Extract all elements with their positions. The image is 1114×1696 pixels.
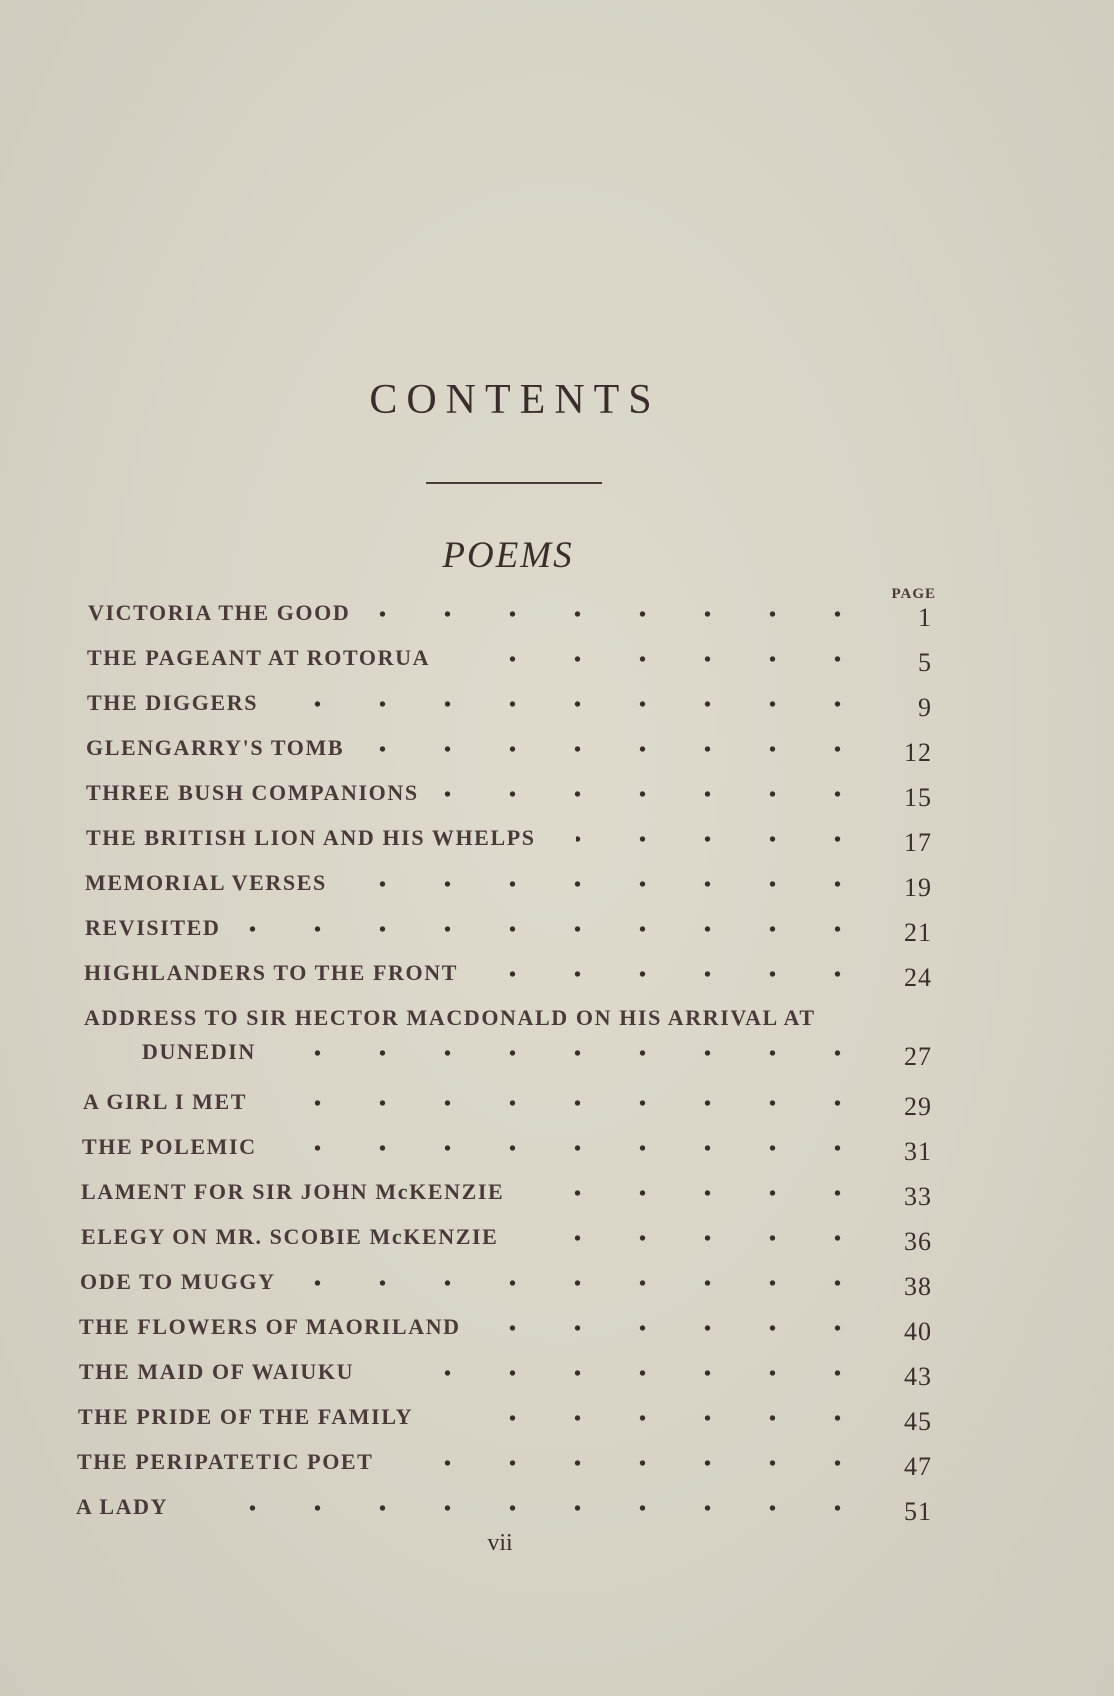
dot-leader — [370, 604, 870, 624]
toc-entry — [0, 600, 1114, 644]
toc-entry — [0, 1494, 1114, 1538]
toc-entry-title: THE POLEMIC — [82, 1134, 257, 1159]
toc-entry — [0, 870, 1114, 914]
dot-leader — [494, 964, 870, 984]
toc-entry-title: ODE TO MUGGY — [80, 1269, 276, 1294]
toc-entry-title: THE PAGEANT AT ROTORUA — [87, 645, 431, 670]
toc-entry — [0, 1404, 1114, 1448]
toc-entry-title: REVISITED — [85, 915, 221, 940]
page-number: vii — [487, 1530, 513, 1556]
dot-leader — [292, 1043, 870, 1063]
toc-entry-title: ELEGY ON MR. SCOBIE McKENZIE — [81, 1224, 499, 1249]
toc-entry-page: 47 — [904, 1452, 932, 1481]
toc-entry-page: 31 — [904, 1137, 932, 1166]
toc-entry-title: ADDRESS TO SIR HECTOR MACDONALD ON HIS ARRIVAL AT — [84, 1005, 816, 1030]
dot-leader — [426, 1363, 870, 1383]
toc-entry-title: THE MAID OF WAIUKU — [79, 1359, 355, 1384]
toc-entry — [0, 1089, 1114, 1133]
toc-entry-page: 17 — [904, 828, 932, 857]
toc-entry-title: MEMORIAL VERSES — [85, 870, 327, 895]
dot-leader — [494, 649, 870, 669]
toc-entry-page: 5 — [918, 648, 932, 677]
toc-entry-title: THE PERIPATETIC POET — [77, 1449, 374, 1474]
toc-entry-title: THE PRIDE OF THE FAMILY — [78, 1404, 414, 1429]
toc-entry-page: 33 — [904, 1182, 932, 1211]
toc-entry-page: 40 — [904, 1317, 932, 1346]
toc-entry — [0, 1269, 1114, 1313]
toc-entry — [0, 1179, 1114, 1223]
section-title: POEMS — [442, 535, 574, 576]
toc-entry — [0, 915, 1114, 959]
toc-entry — [0, 735, 1114, 779]
dot-leader — [494, 1318, 870, 1338]
dot-leader — [370, 739, 870, 759]
toc-entry-title: VICTORIA THE GOOD — [88, 600, 351, 625]
page-column-label: PAGE — [891, 586, 936, 602]
toc-entry-page: 12 — [904, 738, 932, 767]
toc-entry — [0, 780, 1114, 824]
dot-leader — [284, 694, 870, 714]
toc-entry-title: THE FLOWERS OF MAORILAND — [79, 1314, 461, 1339]
toc-entry — [0, 1359, 1114, 1403]
toc-entry-title: A LADY — [76, 1494, 169, 1519]
dot-leader — [560, 1228, 870, 1248]
dot-leader — [494, 1408, 870, 1428]
toc-entry-page: 24 — [904, 963, 932, 992]
toc-entry — [0, 825, 1114, 869]
toc-entry-title: THREE BUSH COMPANIONS — [86, 780, 419, 805]
toc-entry-page: 1 — [918, 603, 932, 632]
toc-entry-page: 43 — [904, 1362, 932, 1391]
toc-entry-title: LAMENT FOR SIR JOHN McKENZIE — [81, 1179, 505, 1204]
toc-entry-page: 27 — [904, 1042, 932, 1071]
toc-entry — [0, 690, 1114, 734]
toc-entry — [0, 645, 1114, 689]
toc-entry-page: 38 — [904, 1272, 932, 1301]
dot-leader — [348, 874, 870, 894]
toc-entry-title: THE DIGGERS — [87, 690, 259, 715]
toc-entry-title: A GIRL I MET — [83, 1089, 248, 1114]
toc-entry — [0, 1449, 1114, 1493]
toc-entry-page: 19 — [904, 873, 932, 902]
dot-leader — [290, 1273, 870, 1293]
toc-entry-title: GLENGARRY'S TOMB — [86, 735, 345, 760]
title-rule — [426, 482, 602, 484]
toc-entry-page: 51 — [904, 1497, 932, 1526]
toc-entry-title-continued: DUNEDIN — [142, 1039, 256, 1064]
toc-entry-page: 29 — [904, 1092, 932, 1121]
toc-entry — [0, 1224, 1114, 1268]
dot-leader — [218, 1498, 870, 1518]
dot-leader — [438, 784, 870, 804]
toc-entry — [0, 1134, 1114, 1178]
toc-entry-page: 45 — [904, 1407, 932, 1436]
dot-leader — [284, 1138, 870, 1158]
toc-entry-title: THE BRITISH LION AND HIS WHELPS — [86, 825, 536, 850]
dot-leader — [576, 829, 870, 849]
dot-leader — [426, 1453, 870, 1473]
toc-entry-page: 36 — [904, 1227, 932, 1256]
toc-entry — [0, 960, 1114, 1004]
toc-entry-page: 21 — [904, 918, 932, 947]
toc-entry — [0, 1005, 1114, 1083]
page-title: CONTENTS — [369, 377, 661, 423]
toc-entry-page: 9 — [918, 693, 932, 722]
toc-entry-title: HIGHLANDERS TO THE FRONT — [84, 960, 458, 985]
toc-entry-page: 15 — [904, 783, 932, 812]
toc-entry — [0, 1314, 1114, 1358]
dot-leader — [560, 1183, 870, 1203]
dot-leader — [284, 1093, 870, 1113]
dot-leader — [226, 919, 870, 939]
